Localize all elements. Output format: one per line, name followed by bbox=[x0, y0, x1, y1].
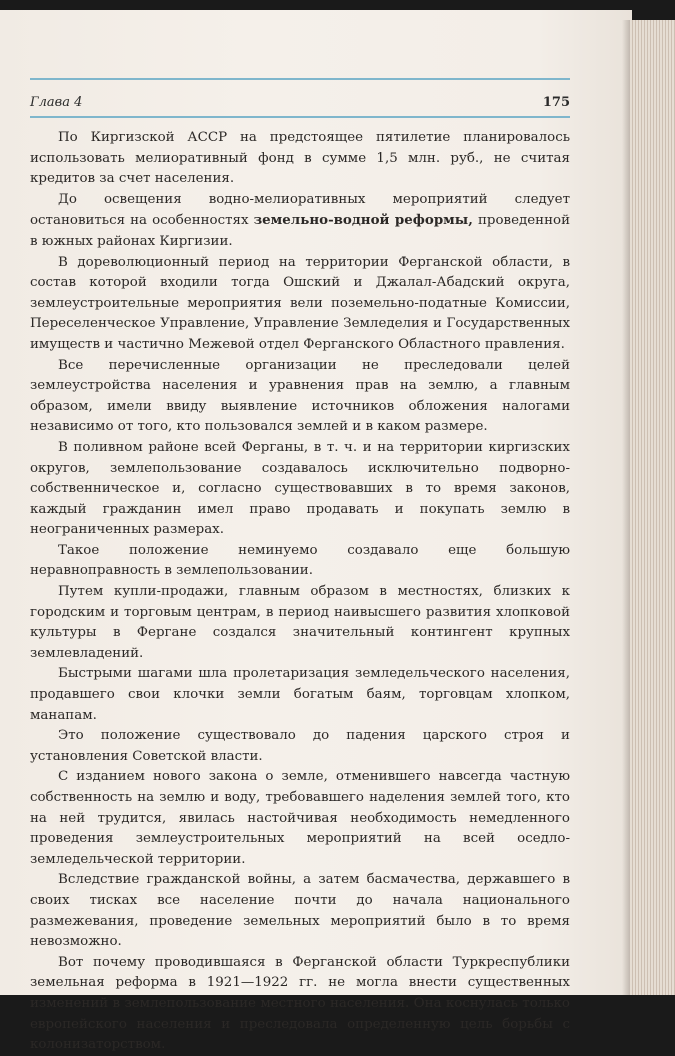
paragraph: С изданием нового закона о земле, отменившего навсегда частную собственность на землю и воду, требовавшего наделения землей того, кто на ней трудится, явилась настойчивая необходимость немедленного проведения землеустроительных мероприятий на всей оседло-земледельческой территории. bbox=[30, 769, 570, 867]
page-number: 175 bbox=[542, 95, 570, 110]
bold-term: земельно-водной реформы, bbox=[253, 212, 473, 229]
page-edges bbox=[630, 20, 675, 995]
paragraph: Такое положение неминуемо создавало еще большую неравноправность в землепользовании. bbox=[30, 542, 570, 579]
paragraph: По Киргизской АССР на предстоящее пятилетие планировалось использовать мелиоративный фонд в сумме 1,5 млн. руб., не считая кредитов за счет населения. bbox=[30, 130, 570, 187]
chapter-label: Глава 4 bbox=[30, 95, 83, 110]
paragraph: Вот почему проводившаяся в Ферганской области Туркреспублики земельная реформа в 1921—1922 гг. не могла внести существенных изменений в землепользование местного населения. Она коснулась только европейского населения и преследовала определенную цель борьбы с колонизаторством. bbox=[30, 954, 570, 1053]
paragraph: Все перечисленные организации не преследовали целей землеустройства населения и уравнения прав на землю, а главным образом, имели ввиду выявление источников обложения налогами независимо от того, кто пользовался землей и в каком размере. bbox=[30, 357, 570, 435]
paragraph-text: проведенной в южных районах Киргизии. bbox=[30, 213, 571, 249]
header-rule-bottom bbox=[30, 116, 570, 118]
paragraph: В дореволюционный период на территории Ферганской области, в состав которой входили тогда Ошский и Джалал-Абадский округа, землеустроительные мероприятия вели поземельно-податные Комиссии, Переселенческое Управление, Управление Земледелия и Государственных имуществ и частично Межевой отдел Ферганского Областного правления. bbox=[30, 254, 570, 352]
paragraph-text: До освещения водно-мелиоративных мероприятий следует остановиться на особенностях bbox=[30, 191, 570, 229]
paragraph: Вследствие гражданской войны, а затем басмачества, державшего в своих тисках все население почти до начала национального размежевания, проведение земельных мероприятий было в то время невозможно. bbox=[30, 872, 570, 950]
paragraph bbox=[30, 190, 570, 253]
running-head bbox=[30, 95, 570, 115]
header-rule-top bbox=[30, 78, 570, 80]
paragraph: В поливном районе всей Ферганы, в т. ч. и на территории киргизских округов, землепользование создавалось исключительно подворно-собственническое и, согласно существовавших в то время законов, каждый гражданин имел право продавать и покупать землю в неограниченных размерах. bbox=[30, 439, 570, 538]
paragraph: Это положение существовало до падения царского строя и установления Советской власти. bbox=[30, 728, 570, 764]
paragraph: Быстрыми шагами шла пролетаризация земледельческого населения, продавшего свои клочки земли богатым баям, торговцам хлопком, манапам. bbox=[30, 666, 570, 723]
body-text bbox=[30, 128, 570, 1056]
paragraph: Путем купли-продажи, главным образом в местностях, близких к городским и торговым центрам, в период наивысшего развития хлопковой культуры в Фергане создался значительный контингент крупных землевладений. bbox=[30, 584, 570, 661]
